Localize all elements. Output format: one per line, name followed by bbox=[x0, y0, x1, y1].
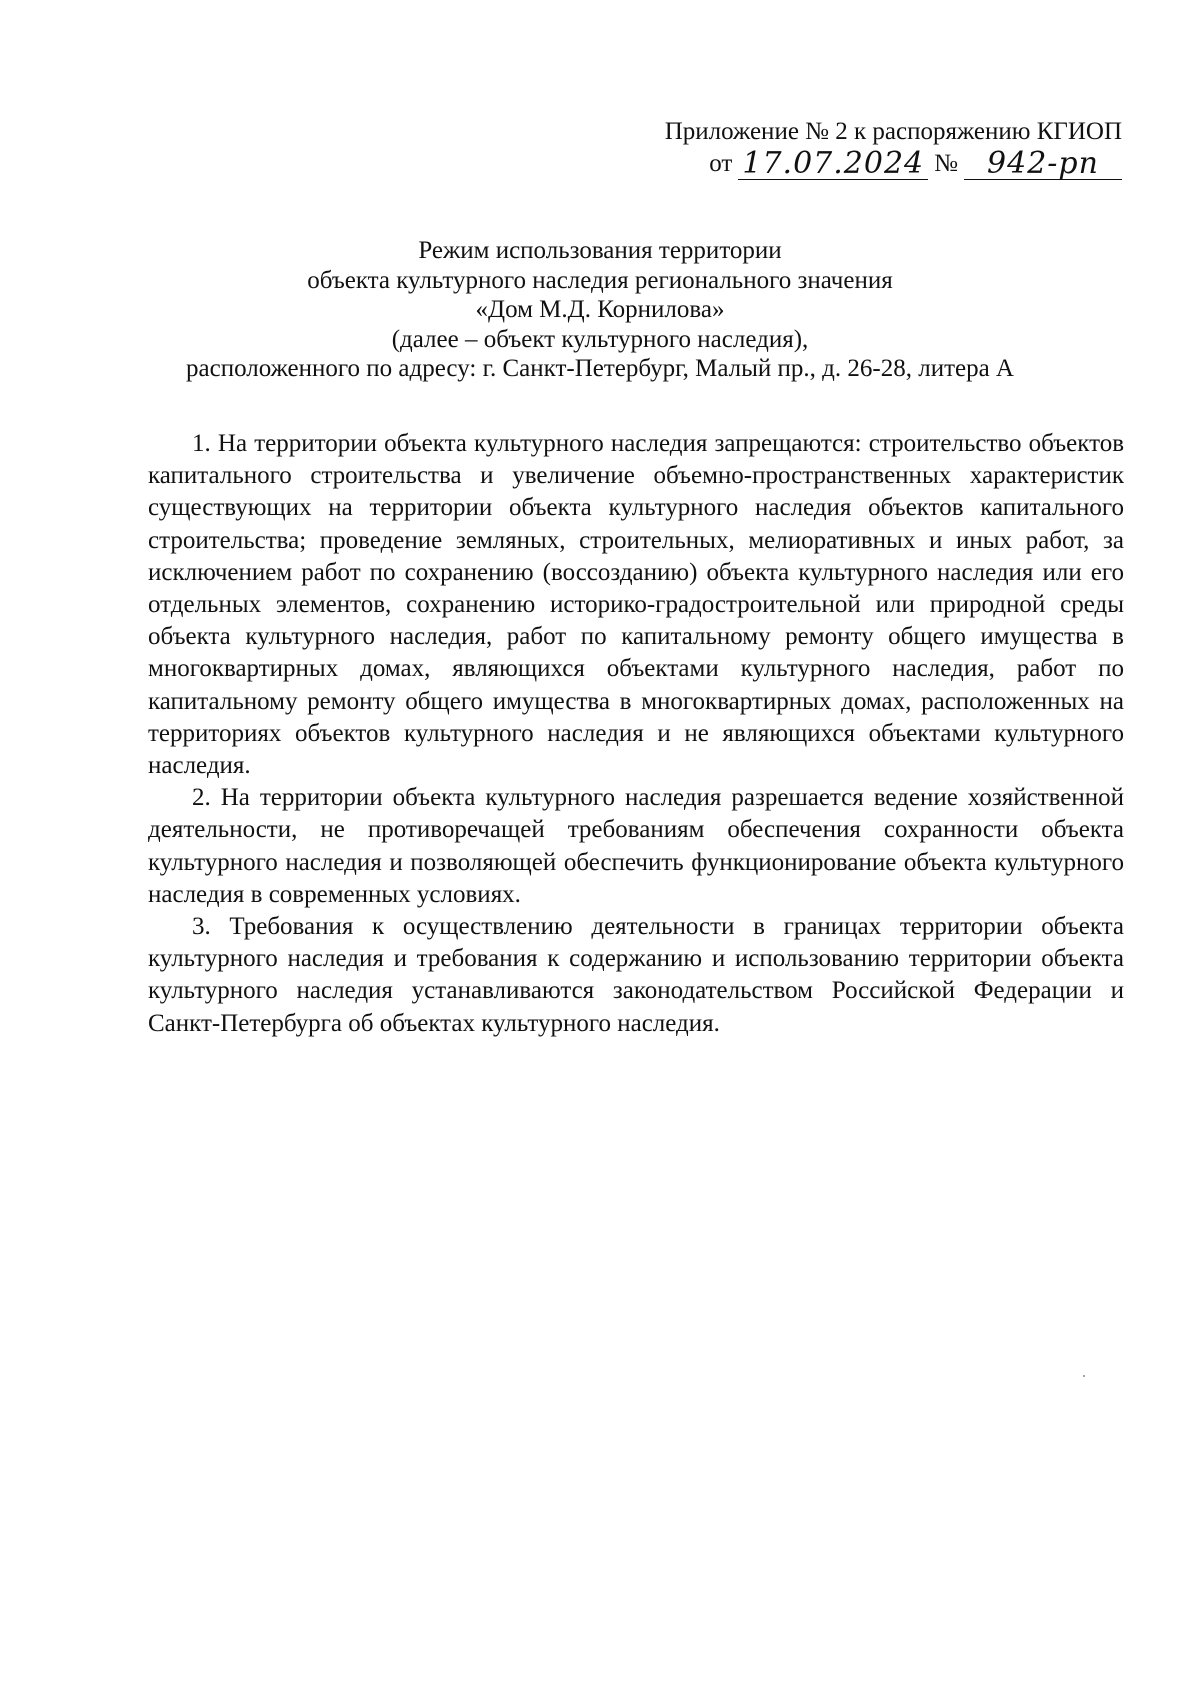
title-line-4: (далее – объект культурного наследия), bbox=[391, 325, 809, 353]
title-line-3: «Дом М.Д. Корнилова» bbox=[475, 296, 725, 323]
paragraph-2: 2. На территории объекта культурного наследия разрешается ведение хозяйственной деятельности, не противоречащей требованиям обеспечения сохранности объекта культурного наследия и позволяющей обеспечить функционирование объекта культурного наследия в современных условиях. bbox=[148, 784, 1124, 908]
title-line-2: объекта культурного наследия регионального значения bbox=[307, 266, 893, 294]
handwritten-order-number: 942-рп bbox=[964, 149, 1122, 180]
paragraph-3: 3. Требования к осуществлению деятельности в границах территории объекта культурного наследия и требования к содержанию и использованию территории объекта культурного наследия устанавливаются законодательством Российской Федерации и Санкт-Петербурга об объектах культурного наследия. bbox=[148, 913, 1124, 1037]
title-line-5: расположенного по адресу: г. Санкт-Петербург, Малый пр., д. 26-28, литера А bbox=[186, 355, 1014, 382]
from-label: от bbox=[709, 150, 733, 177]
number-label: № bbox=[934, 150, 958, 177]
title-line-1: Режим использования территории bbox=[418, 237, 782, 264]
scan-speck bbox=[1083, 1375, 1085, 1377]
order-date-number-line bbox=[709, 148, 1122, 180]
document-body bbox=[148, 428, 1124, 1040]
appendix-reference: Приложение № 2 к распоряжению КГИОП bbox=[664, 118, 1122, 145]
document-title bbox=[0, 236, 1200, 384]
handwritten-date: 17.07.2024 bbox=[738, 149, 928, 180]
paragraph-1: 1. На территории объекта культурного наследия запрещаются: строительство объектов капитального строительства и увеличение объемно-пространственных характеристик существующих на территории объекта культурного наследия объектов капитального строительства; проведение земляных, строительных, мелиоративных и иных работ, за исключением работ по сохранению (воссозданию) объекта культурного наследия или его отдельных элементов, сохранению историко-градостроительной или природной среды объекта культурного наследия, работ по капитальному ремонту общего имущества в многоквартирных домах, являющихся объектами культурного наследия, работ по капитальному ремонту общего имущества в многоквартирных домах, расположенных на территориях объектов культурного наследия и не являющихся объектами культурного наследия. bbox=[148, 430, 1124, 780]
appendix-header bbox=[665, 116, 1122, 180]
